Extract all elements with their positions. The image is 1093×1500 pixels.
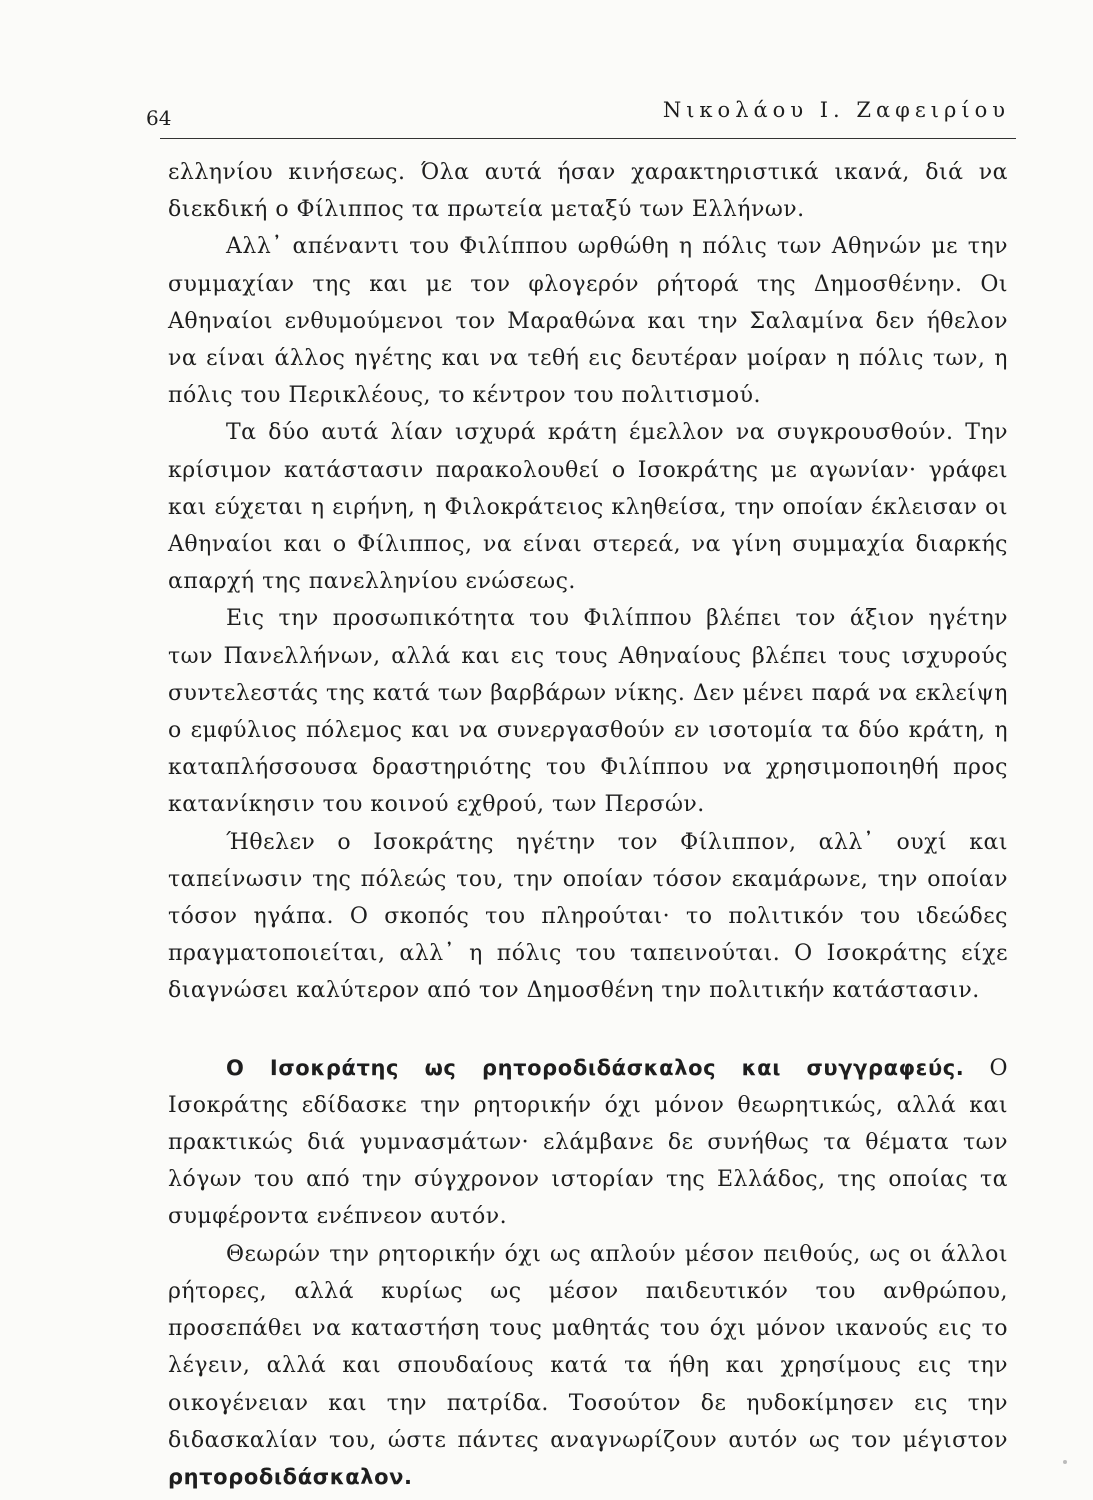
scan-speck xyxy=(1063,1460,1067,1464)
paragraph-6-text: Ο Ισοκράτης εδίδασκε την ρητορικήν όχι μόνον θεωρητικώς, αλλά και πρακτικώς διά γυμνασμάτων· ελάμβανε δε συνήθως τα θέματα των λόγων του από την σύγχρονον ιστορίαν της Ελλάδος, της οποίας τα συμφέροντα ενέπνεον αυτόν. xyxy=(168,1055,1008,1230)
page-number: 64 xyxy=(146,106,172,130)
section-heading: Ο Ισοκράτης ως ρητοροδιδάσκαλος και συγγραφεύς. xyxy=(226,1055,965,1080)
paragraph-6 xyxy=(168,1050,1008,1236)
paragraph-7-bold-term: ρητοροδιδάσκαλον. xyxy=(168,1464,413,1489)
paragraph-7-text: Θεωρών την ρητορικήν όχι ως απλούν μέσον πειθούς, ως οι άλλοι ρήτορες, αλλά κυρίως ως μέσον παιδευτικόν του ανθρώπου, προσεπάθει να καταστήση τους μαθητάς του όχι μόνον ικανούς εις το λέγειν, αλλά και σπουδαίους κατά τα ήθη και χρησίμους εις την οικογένειαν και την πατρίδα. Τοσούτον δε ηυδοκίμησεν εις την διδασκαλίαν του, ώστε πάντες αναγνωρίζουν αυτόν ως τον μέγιστον xyxy=(168,1241,1008,1453)
running-title: Νικολάου Ι. Ζαφειρίου xyxy=(662,98,1010,122)
book-page xyxy=(146,92,1018,1489)
header-rule xyxy=(160,138,1016,139)
body-text xyxy=(168,154,1008,1496)
paragraph-5: Ήθελεν ο Ισοκράτης ηγέτην τον Φίλιππον, αλλ᾽ ουχί και ταπείνωσιν της πόλεώς του, την οποίαν τόσον εκαμάρωνε, την οποίαν τόσον ηγάπα. Ο σκοπός του πληρούται· το πολιτικόν του ιδεώδες πραγματοποιείται, αλλ᾽ η πόλις του ταπεινούται. Ο Ισοκράτης είχε διαγνώσει καλύτερον από τον Δημοσθένη την πολιτικήν κατάστασιν. xyxy=(168,829,1008,1004)
paragraph-3: Τα δύο αυτά λίαν ισχυρά κράτη έμελλον να συγκρουσθούν. Την κρίσιμον κατάστασιν παρακολουθεί ο Ισοκράτης με αγωνίαν· γράφει και εύχεται η ειρήνη, η Φιλοκράτειος κληθείσα, την οποίαν έκλεισαν οι Αθηναίοι και ο Φίλιππος, να είναι στερεά, να γίνη συμμαχία διαρκής απαρχή της πανελληνίου ενώσεως. xyxy=(168,420,1008,595)
paragraph-4: Εις την προσωπικότητα του Φιλίππου βλέπει τον άξιον ηγέτην των Πανελλήνων, αλλά και εις τους Αθηναίους βλέπει τους ισχυρούς συντελεστάς της κατά των βαρβάρων νίκης. Δεν μένει παρά να εκλείψη ο εμφύλιος πόλεμος και να συνεργασθούν εν ισοτομία τα δύο κράτη, η καταπλήσσουσα δραστηριότης του Φιλίππου να χρησιμοποιηθή προς κατανίκησιν του κοινού εχθρού, των Περσών. xyxy=(168,606,1008,818)
paragraph-7 xyxy=(168,1236,1008,1496)
paragraph-2: Αλλ᾽ απέναντι του Φιλίππου ωρθώθη η πόλις των Αθηνών με την συμμαχίαν της και με τον φλογερόν ρήτορά της Δημοσθένην. Οι Αθηναίοι ενθυμούμενοι τον Μαραθώνα και την Σαλαμίνα δεν ήθελον να είναι άλλος ηγέτης και να τεθή εις δευτέραν μοίραν η πόλις των, η πόλις του Περικλέους, το κέντρον του πολιτισμού. xyxy=(168,234,1008,409)
paragraph-1: ελληνίου κινήσεως. Όλα αυτά ήσαν χαρακτηριστικά ικανά, διά να διεκδική ο Φίλιππος τα πρωτεία μεταξύ των Ελλήνων. xyxy=(168,160,1008,223)
running-header xyxy=(146,92,1018,134)
